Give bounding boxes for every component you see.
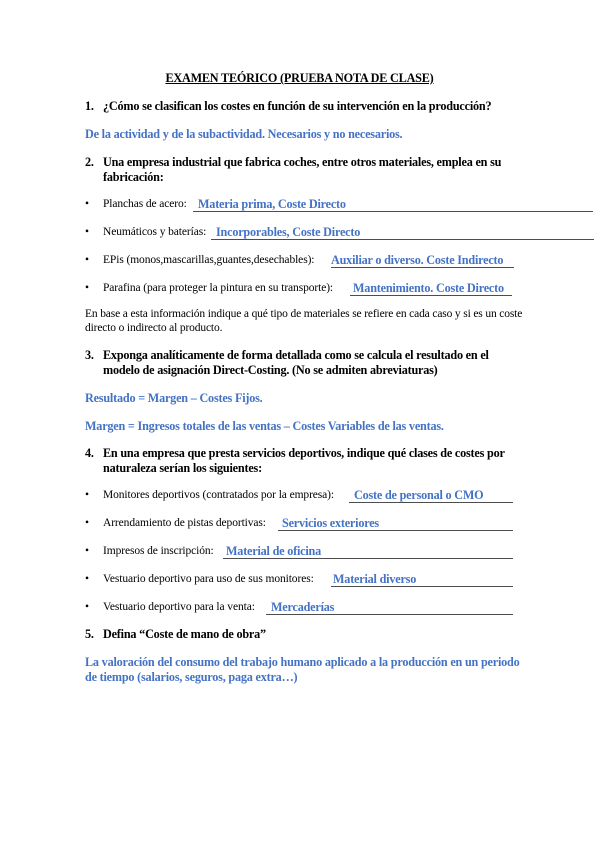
question-number: 5. <box>85 627 94 641</box>
question-text: Exponga analíticamente de forma detallada como se calcula el resultado en el modelo de asignación Direct-Costing. (No se admiten abreviaturas) <box>103 348 489 377</box>
bullet-icon: • <box>85 254 89 266</box>
item-label: Impresos de inscripción: <box>103 545 214 557</box>
question-text: Una empresa industrial que fabrica coches, entre otros materiales, emplea en su fabricación: <box>103 155 502 184</box>
item-answer: Material de oficina <box>226 544 322 558</box>
question-text: En una empresa que presta servicios deportivos, indique qué clases de costes por naturaleza serían los siguientes: <box>103 446 505 475</box>
bullet-icon: • <box>85 282 89 294</box>
question-3 <box>85 348 525 378</box>
bullet-icon: • <box>85 226 89 238</box>
item-label: Arrendamiento de pistas deportivas: <box>103 517 266 529</box>
item-label: Neumáticos y baterías: <box>103 226 207 238</box>
question-number: 3. <box>85 348 94 362</box>
question-text: Defina “Coste de mano de obra” <box>103 627 266 641</box>
item-label: Vestuario deportivo para la venta: <box>103 601 255 613</box>
question-2 <box>85 155 525 185</box>
bullet-icon: • <box>85 573 89 585</box>
answer-line <box>331 586 513 587</box>
answer-3a: Resultado = Margen – Costes Fijos. <box>85 391 263 405</box>
answer-line <box>211 239 594 240</box>
answer-3b: Margen = Ingresos totales de las ventas – Costes Variables de las ventas. <box>85 419 444 433</box>
answer-5: La valoración del consumo del trabajo humano aplicado a la producción en un periodo de tiempo (salarios, seguros, paga extra…) <box>85 655 520 684</box>
bullet-icon: • <box>85 198 89 210</box>
question-4 <box>85 446 525 476</box>
question-5 <box>85 627 525 642</box>
item-answer: Mantenimiento. Coste Directo <box>353 281 504 295</box>
answer-line <box>278 530 513 531</box>
answer-line <box>350 295 512 296</box>
item-label: EPis (monos,mascarillas,guantes,desechables): <box>103 254 315 266</box>
item-label: Monitores deportivos (contratados por la empresa): <box>103 489 335 501</box>
answer-line <box>349 502 513 503</box>
exam-title: EXAMEN TEÓRICO (PRUEBA NOTA DE CLASE) <box>165 71 434 85</box>
question-1 <box>85 99 525 114</box>
answer-line <box>266 614 513 615</box>
bullet-icon: • <box>85 517 89 529</box>
item-label: Planchas de acero: <box>103 198 187 210</box>
item-answer: Material diverso <box>333 572 417 586</box>
question-number: 4. <box>85 446 94 460</box>
answer-line <box>193 211 593 212</box>
item-answer: Auxiliar o diverso. Coste Indirecto <box>331 253 504 267</box>
answer-line <box>223 558 513 559</box>
bullet-icon: • <box>85 601 89 613</box>
item-answer: Coste de personal o CMO <box>354 488 484 502</box>
question-text: ¿Cómo se clasifican los costes en función de su intervención en la producción? <box>103 99 492 113</box>
bullet-icon: • <box>85 545 89 557</box>
item-answer: Servicios exteriores <box>282 516 379 530</box>
answer-line <box>331 267 514 268</box>
item-answer: Mercaderías <box>271 600 335 614</box>
instruction-paragraph: En base a esta información indique a qué tipo de materiales se refiere en cada caso y si es un coste directo o indirecto al producto. <box>85 308 523 334</box>
item-answer: Incorporables, Coste Directo <box>216 225 361 239</box>
item-label: Vestuario deportivo para uso de sus monitores: <box>103 573 314 585</box>
question-number: 1. <box>85 99 94 113</box>
item-label: Parafina (para proteger la pintura en su transporte): <box>103 282 334 294</box>
answer-1: De la actividad y de la subactividad. Necesarios y no necesarios. <box>85 127 403 141</box>
question-number: 2. <box>85 155 94 169</box>
item-answer: Materia prima, Coste Directo <box>198 197 346 211</box>
bullet-icon: • <box>85 489 89 501</box>
